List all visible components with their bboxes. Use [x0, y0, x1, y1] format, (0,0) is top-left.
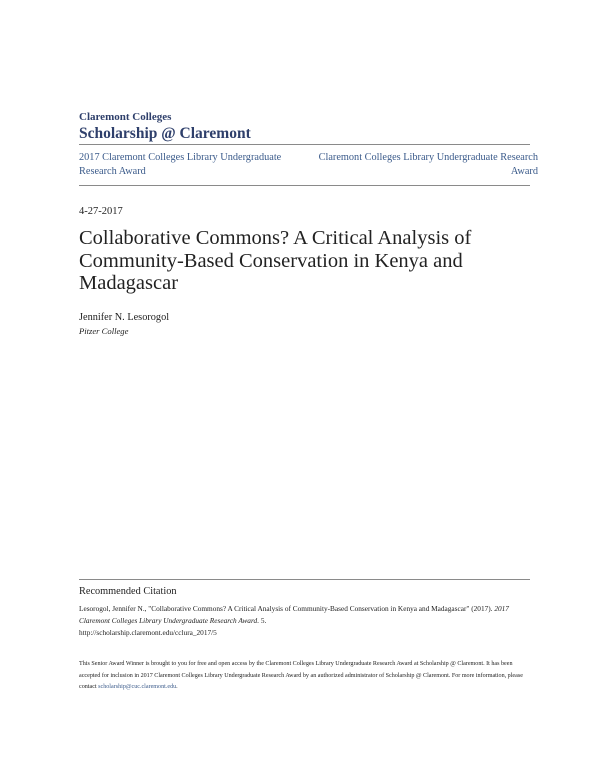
citation-body: Lesorogol, Jennifer N., "Collaborative Commons? A Critical Analysis of Community-Based Conservation in Kenya and Madagascar" (2017).	[79, 604, 495, 613]
citation-collection: 2017 Claremont Colleges Library Undergraduate Research Award	[79, 604, 509, 625]
citation-url[interactable]: http://scholarship.claremont.edu/cclura_2017/5	[79, 628, 217, 637]
collection-link-right[interactable]: Claremont Colleges Library Undergraduate Research Award	[318, 152, 538, 177]
author-affiliation: Pitzer College	[79, 326, 129, 336]
divider-top	[79, 144, 530, 145]
citation-text	[79, 603, 534, 639]
citation-number: . 5.	[257, 616, 267, 625]
publication-date: 4-27-2017	[79, 206, 123, 217]
collection-link-left[interactable]: 2017 Claremont Colleges Library Undergraduate Research Award	[79, 152, 282, 177]
document-title[interactable]: Collaborative Commons? A Critical Analysis of Community-Based Conservation in Kenya and Madagascar	[79, 227, 472, 294]
divider-collections	[79, 185, 530, 186]
citation-heading: Recommended Citation	[79, 586, 177, 597]
institution-name[interactable]: Claremont Colleges	[79, 111, 172, 123]
repository-name[interactable]: Scholarship @ Claremont	[79, 125, 251, 142]
access-notice	[79, 659, 534, 694]
contact-email-link[interactable]: scholarship@cuc.claremont.edu	[98, 684, 177, 690]
author-name[interactable]: Jennifer N. Lesorogol	[79, 312, 170, 323]
notice-end: .	[176, 684, 178, 690]
notice-text: This Senior Award Winner is brought to you for free and open access by the Claremont Colleges Library Undergraduate Research Award at Scholarship @ Claremont. It has been accepted for inclusion in 2017 Claremont Colleges Library Undergraduate Research Award by an authorized administrator of Scholarship @ Claremont. For more information, please contact	[79, 661, 523, 690]
repository-header	[79, 111, 529, 143]
divider-citation	[79, 579, 530, 580]
